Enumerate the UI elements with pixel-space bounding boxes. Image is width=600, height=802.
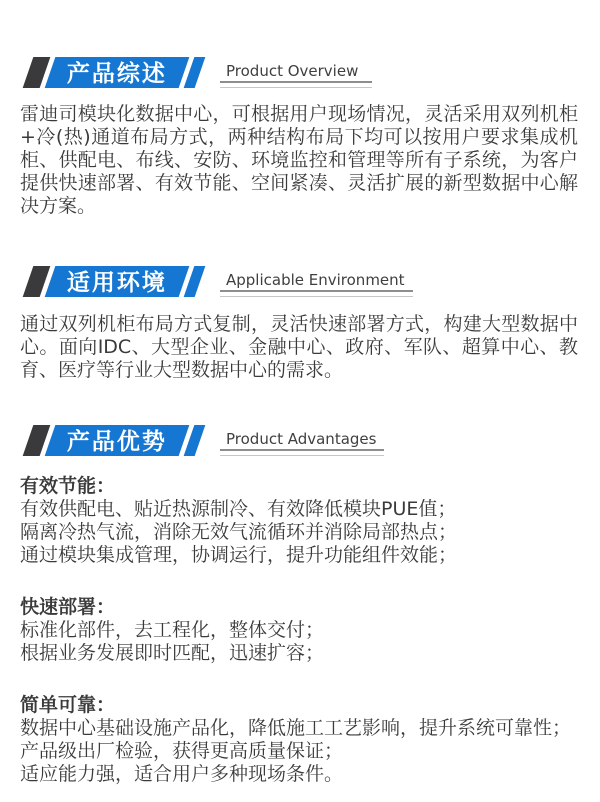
section-product-advantages: [0, 425, 600, 786]
section-applicable-environment: [0, 266, 600, 382]
advantage-block-simple-reliable: [20, 694, 578, 786]
section-title-zh: 适用环境: [67, 268, 167, 296]
advantage-block-energy-saving: [20, 475, 578, 567]
section-subtitle-en: Applicable Environment: [220, 271, 413, 297]
advantage-heading: 有效节能：: [20, 475, 116, 497]
advantage-line: 适应能力强，适合用户多种现场条件。: [20, 763, 344, 785]
advantages-list: [20, 475, 578, 786]
section-title-plate: [45, 57, 190, 88]
advantage-heading: 快速部署：: [20, 596, 116, 618]
advantage-heading: 简单可靠：: [20, 694, 116, 716]
advantage-line: 有效供配电、贴近热源制冷、有效降低模块PUE值；: [20, 498, 457, 520]
section-title-plate: [45, 425, 190, 456]
advantage-line: 数据中心基础设施产品化，降低施工工艺影响，提升系统可靠性；: [20, 717, 572, 739]
advantage-line: 产品级出厂检验，获得更高质量保证；: [20, 740, 344, 762]
advantage-block-rapid-deployment: [20, 596, 578, 665]
environment-paragraph: 通过双列机柜布局方式复制，灵活快速部署方式，构建大型数据中心。面向IDC、大型企业、金融中心、政府、军队、超算中心、教育、医疗等行业大型数据中心的需求。: [20, 313, 578, 381]
advantage-line: 标准化部件，去工程化，整体交付；: [20, 619, 325, 641]
overview-paragraph: 雷迪司模块化数据中心，可根据用户现场情况，灵活采用双列机柜+冷(热)通道布局方式，两种结构布局下均可以按用户要求集成机柜、供配电、布线、安防、环境监控和管理等所有子系统，为客户提供快速部署、有效节能、空间紧凑、灵活扩展的新型数据中心解决方案。: [20, 103, 578, 217]
advantage-line: 根据业务发展即时匹配，迅速扩容；: [20, 642, 325, 664]
section-subtitle-en: Product Overview: [220, 62, 372, 88]
section-product-overview: [0, 57, 600, 218]
section-subtitle-en: Product Advantages: [220, 430, 384, 456]
section-title-plate: [45, 266, 190, 297]
section-header: [28, 266, 600, 297]
section-header: [28, 57, 600, 88]
section-title-zh: 产品综述: [67, 59, 167, 87]
section-header: [28, 425, 600, 456]
advantage-line: 隔离冷热气流，消除无效气流循环并消除局部热点；: [20, 521, 458, 543]
section-title-zh: 产品优势: [67, 427, 167, 455]
advantage-line: 通过模块集成管理，协调运行，提升功能组件效能；: [20, 544, 458, 566]
